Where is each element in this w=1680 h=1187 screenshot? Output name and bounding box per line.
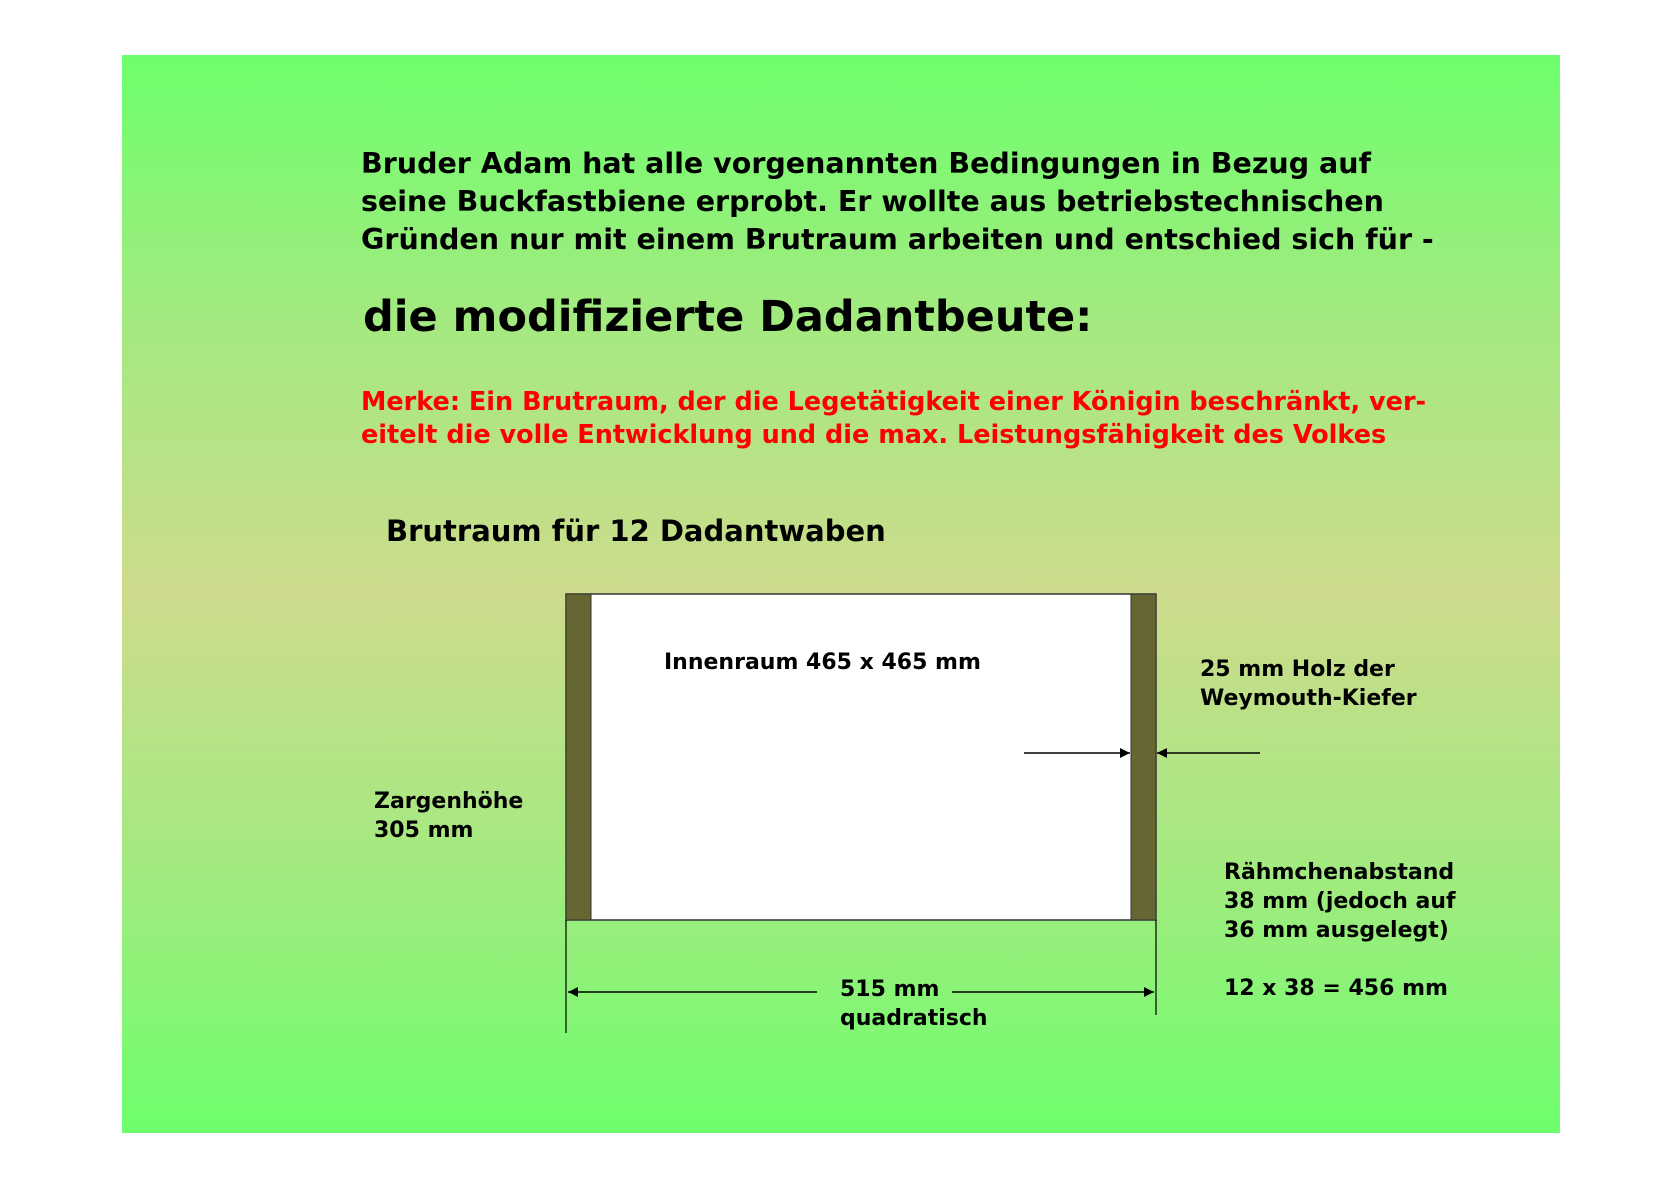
diagram-title: Brutraum für 12 Dadantwaben [386,514,886,548]
wood-thickness-label: 25 mm Holz der Weymouth-Kiefer [1200,657,1417,711]
headline: die modifizierte Dadantbeute: [363,292,1093,342]
box-height-label: Zargenhöhe 305 mm [374,789,524,843]
right-wood-wall [1131,594,1156,920]
slide [122,55,1560,1133]
left-wood-wall [566,594,591,920]
intro-line: seine Buckfastbiene erprobt. Er wollte aus betriebstechnischen [361,185,1384,218]
hive-box-diagram [122,55,1560,1133]
frame-calculation-label: 12 x 38 = 456 mm [1224,976,1448,1001]
note-line: eitelt die volle Entwicklung und die max. Leistungsfähigkeit des Volkes [361,420,1387,450]
inner-space-label: Innenraum 465 x 465 mm [664,650,981,675]
box-interior [566,594,1156,920]
intro-line: Gründen nur mit einem Brutraum arbeiten und entschied sich für - [361,223,1434,256]
box-width-label: 515 mm quadratisch [840,977,988,1031]
intro-line: Bruder Adam hat alle vorgenannten Bedingungen in Bezug auf [361,147,1371,180]
note-line: Merke: Ein Brutraum, der die Legetätigkeit einer Königin beschränkt, ver- [361,387,1427,417]
frame-spacing-label: Rähmchenabstand 38 mm (jedoch auf 36 mm ausgelegt) [1224,860,1456,943]
